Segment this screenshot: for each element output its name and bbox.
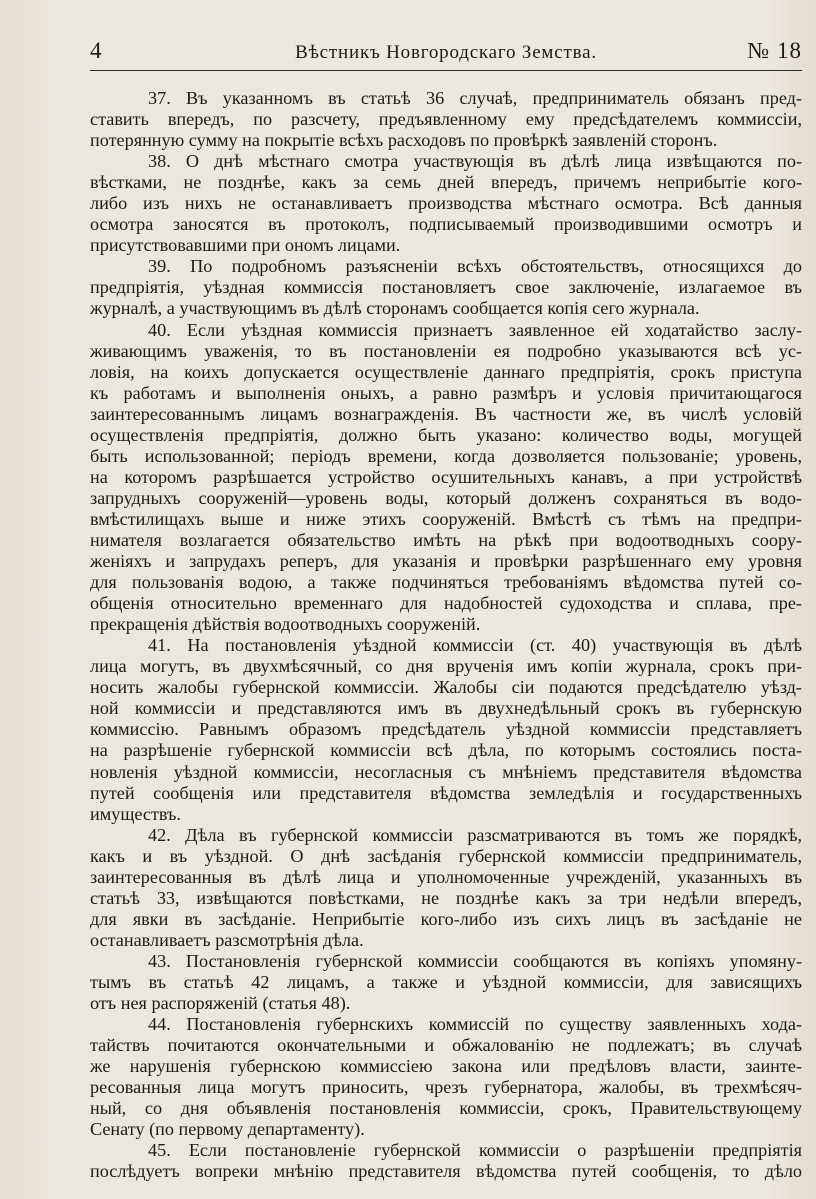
text-line: тымъ въ статьѣ 42 лицамъ, а также и уѣздной коммиссіи, для зависящихъ [90, 971, 802, 992]
text-line: осмотра заносятся въ протоколъ, подписываемый производившими осмотръ и [90, 214, 802, 235]
text-line: путей сообщенія или представителя вѣдомства земледѣлія и государственныхъ [90, 782, 802, 803]
text-line: для пользованія водою, а также подчиняться требованіямъ вѣдомства путей со- [90, 572, 802, 593]
text-line: 37. Въ указанномъ въ статьѣ 36 случаѣ, предприниматель обязанъ пред- [148, 88, 802, 108]
running-header [90, 38, 802, 70]
text-line: женіяхъ и запрудахъ реперъ, для указанія и провѣрки разрѣшеннаго ему уровня [90, 551, 802, 572]
text-line: на разрѣшеніе губернской коммиссіи всѣ дѣла, по которымъ состоялись поста- [90, 740, 802, 761]
text-line: осуществленія предпріятія, должно быть указано: количество воды, могущей [90, 424, 802, 445]
text-line: отъ нея распоряженій (статья 48). [90, 993, 351, 1014]
text-line: присутствовавшими при ономъ лицами. [90, 235, 401, 256]
text-line: журналѣ, а участвующимъ въ дѣлѣ сторонамъ сообщается копія сего журнала. [90, 298, 700, 319]
text-line: тайствъ почитаются окончательными и обжалованію не подлежатъ; въ случаѣ [90, 1035, 802, 1056]
paragraph [90, 635, 802, 824]
text-line: 40. Если уѣздная коммиссія признаетъ заявленное ей ходатайство заслу- [148, 319, 802, 340]
text-line: предпріятія, уѣздная коммиссія постановляетъ свое заключеніе, излагаемое въ [90, 277, 802, 298]
text-line: заинтересованныя въ дѣлѣ лица и уполномоченные учрежденій, указанныхъ въ [90, 866, 802, 887]
text-line: ставить впередъ, по разсчету, предъявленному ему предсѣдателемъ коммиссіи, [90, 109, 802, 130]
page-number: 4 [90, 38, 102, 63]
text-line: статьѣ 33, извѣщаются повѣстками, не позднѣе какъ за три недѣли впередъ, [90, 887, 802, 908]
text-line: заинтересованнымъ лицамъ вознагражденія. Въ частности же, въ числѣ условій [90, 403, 802, 424]
text-line: потерянную сумму на покрытіе всѣхъ расходовъ по провѣркѣ заявленій сторонъ. [90, 130, 718, 151]
text-line: 38. О днѣ мѣстнаго смотра участвующія въ дѣлѣ лица извѣщаются по- [148, 151, 802, 172]
paragraph [90, 151, 802, 256]
text-line: 43. Постановленія губернской коммиссіи сообщаются въ копіяхъ упомяну- [148, 950, 802, 971]
text-line: быть использованной; періодъ времени, когда дозволяется пользованіе; уровень, [90, 445, 802, 466]
text-line: вмѣстилищахъ выше и ниже этихъ сооруженій. Вмѣстѣ съ тѣмъ на предпри- [90, 508, 802, 529]
text-line: какъ и въ уѣздной. О днѣ засѣданія губернской коммиссіи предприниматель, [90, 845, 802, 866]
text-line: прекращенія дѣйствія водоотводныхъ сооруженій. [90, 614, 481, 635]
paragraph [90, 320, 802, 636]
paragraph [90, 825, 802, 951]
text-line: ный, со дня объявленія постановленія коммиссіи, срокъ, Правительствующему [90, 1098, 802, 1119]
text-line: 44. Постановленія губернскихъ коммиссій по существу заявленныхъ хода- [148, 1014, 802, 1035]
text-line: 41. На постановленія уѣздной коммиссіи (ст. 40) участвующія въ дѣлѣ [148, 635, 802, 656]
text-line: нимателя возлагается обязательство имѣть на рѣкѣ при водоотводныхъ соору- [90, 529, 802, 550]
text-line: запрудныхъ сооруженій—уровень воды, который долженъ сохраняться въ водо- [90, 487, 802, 508]
text-line: 39. По подробномъ разъясненіи всѣхъ обстоятельствъ, относящихся до [148, 256, 802, 277]
text-line: коммиссію. Равнымъ образомъ предсѣдатель уѣздной коммиссіи представляетъ [90, 719, 802, 740]
text-line: останавливаетъ разсмотрѣнія дѣла. [90, 929, 364, 950]
text-line: къ работамъ и выполненія оныхъ, а равно размѣръ и условія причитающагося [90, 382, 802, 403]
text-line: имуществъ. [90, 803, 181, 824]
text-line: носить жалобы губернской коммиссіи. Жалобы сіи подаются предсѣдателю уѣзд- [90, 677, 802, 698]
paragraph [90, 951, 802, 1014]
paragraph [90, 88, 802, 151]
text-line: Сенату (по первому департаменту). [90, 1119, 365, 1140]
issue-number: № 18 [747, 38, 802, 63]
text-line: 42. Дѣла въ губернской коммиссіи разсматриваются въ томъ же порядкѣ, [148, 824, 802, 845]
text-line: ловія, на коихъ допускается осуществленіе даннаго предпріятія, срокъ приступа [90, 361, 802, 382]
text-line: на которомъ разрѣшается устройство осушительныхъ канавъ, а при устройствѣ [90, 466, 802, 487]
text-line: 45. Если постановленіе губернской коммиссіи о разрѣшеніи предпріятія [148, 1140, 802, 1161]
text-line: общенія относительно временнаго для надобностей судоходства и сплава, пре- [90, 593, 802, 614]
paragraph [90, 256, 802, 319]
text-line: ресованныя лица могутъ приносить, чрезъ губернатора, жалобы, въ трехмѣсяч- [90, 1077, 802, 1098]
text-line: вѣстками, не позднѣе, какъ за семь дней впередъ, причемъ неприбытіе кого- [90, 172, 802, 193]
text-line: послѣдуетъ вопреки мнѣнію представителя вѣдомства путей сообщенія, то дѣло [90, 1161, 802, 1182]
text-line: же нарушенія губернскою коммиссіею закона или предѣловъ власти, заинте- [90, 1056, 802, 1077]
text-line: либо изъ нихъ не останавливаетъ производства мѣстнаго осмотра. Всѣ данныя [90, 193, 802, 214]
journal-title: Вѣстникъ Новгородскаго Земства. [295, 42, 597, 63]
text-line: для явки въ засѣданіе. Неприбытіе кого-либо изъ сихъ лицъ въ засѣданіе не [90, 908, 802, 929]
paragraph [90, 1014, 802, 1140]
text-line: ной коммиссіи и представляются имъ въ двухнедѣльный срокъ въ губернскую [90, 698, 802, 719]
text-line: живающимъ уваженія, то въ постановленіи ея подробно указываются всѣ ус- [90, 340, 802, 361]
text-line: лица могутъ, въ двухмѣсячный, со дня врученія имъ копіи журнала, срокъ при- [90, 656, 802, 677]
paragraph [90, 1140, 802, 1182]
header-rule [90, 70, 802, 71]
article-body [90, 88, 802, 1182]
text-line: новленія уѣздной коммиссіи, несогласныя съ мнѣніемъ представителя вѣдомства [90, 761, 802, 782]
